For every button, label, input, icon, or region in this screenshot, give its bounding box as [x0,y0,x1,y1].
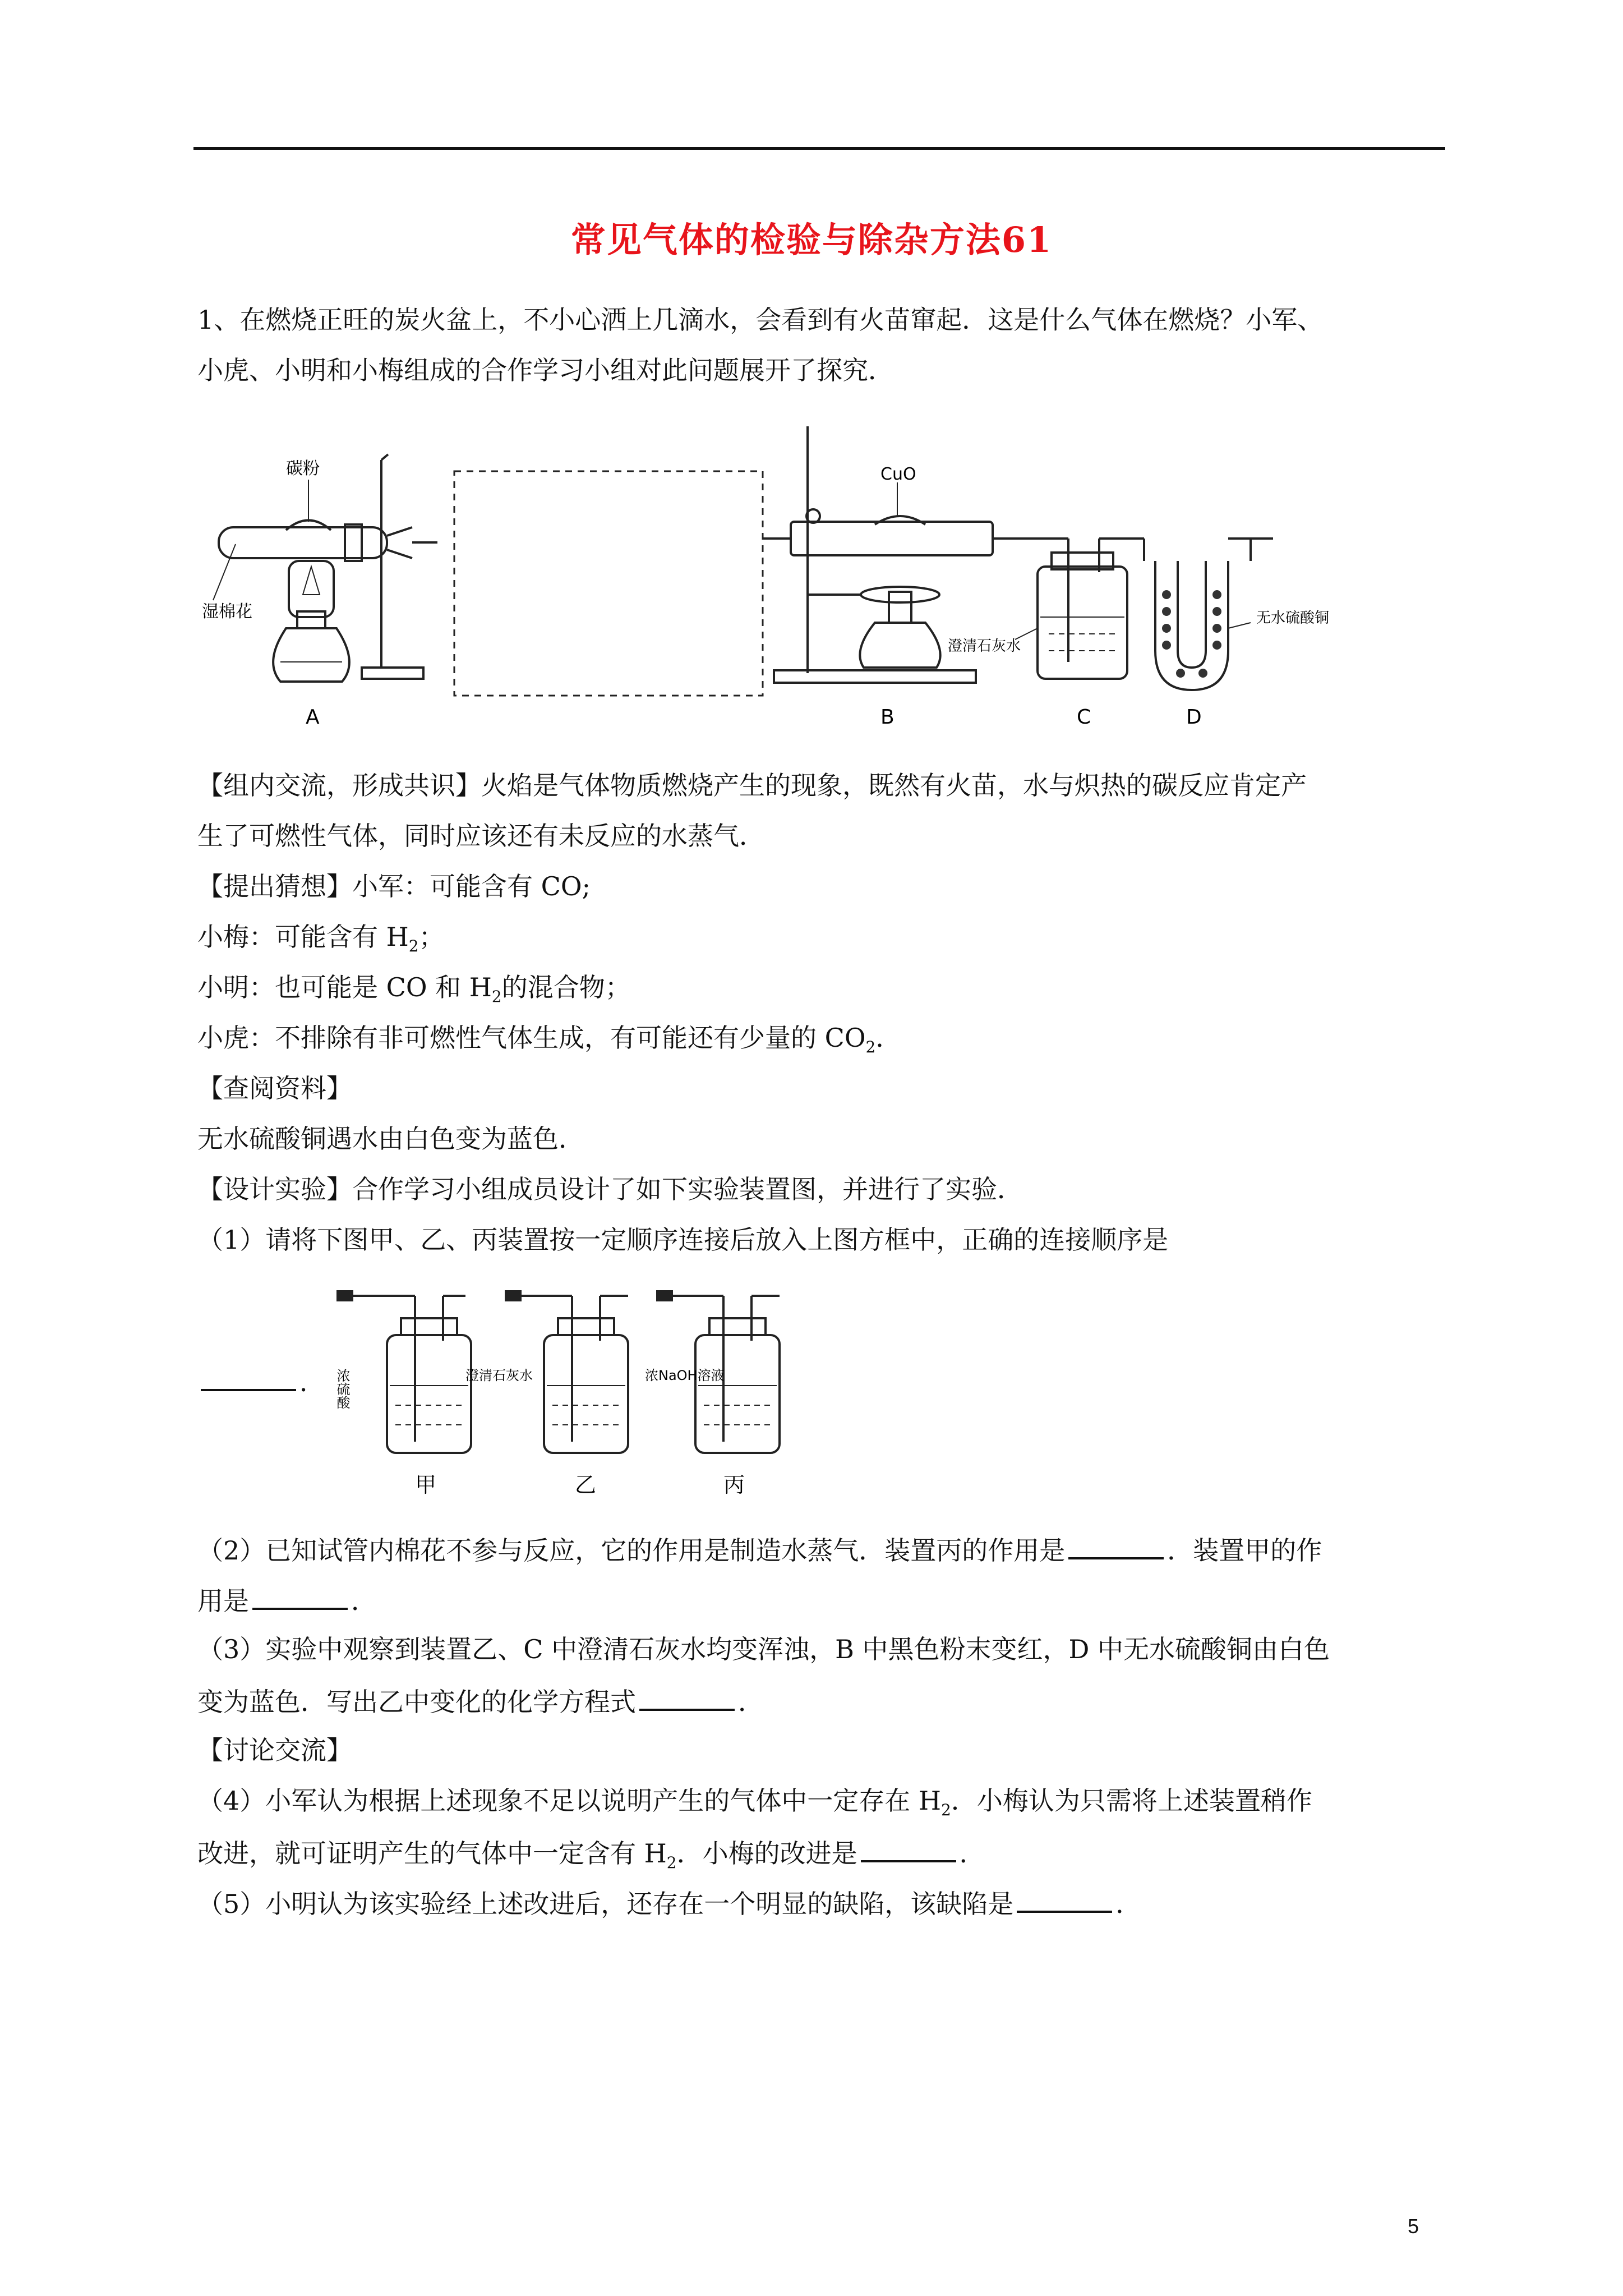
question-1-sub-4-cont: 改进，就可证明产生的气体中一定含有 $H_2$．小梅的改进是 ． [197,1834,985,1880]
consensus-line-2: 生了可燃性气体，同时应该还有未反应的水蒸气． [197,821,765,851]
answer-blank-5[interactable] [1017,1885,1112,1913]
bottle-yi [544,1335,628,1453]
question-1-sub-3-cont: 变为蓝色．写出乙中变化的化学方程式 ． [197,1683,764,1719]
label-yi-reagent: 澄清石灰水 [465,1368,533,1383]
label-yi: 乙 [575,1473,597,1497]
bottle-bing [695,1335,780,1453]
label-b: B [880,706,895,729]
label-carbon: 碳粉 [286,459,320,478]
label-cotton: 湿棉花 [202,602,252,622]
question-1-line-2: 小虎、小明和小梅组成的合作学习小组对此问题展开了探究． [197,355,894,385]
answer-blank-4[interactable] [861,1834,956,1862]
stand-base-a [362,668,423,679]
question-1-line-1: 1、在燃烧正旺的炭火盆上，不小心洒上几滴水，会看到有火苗窜起．这是什么气体在燃烧？小军、 [197,305,1324,335]
page-title: 常见气体的检验与除杂方法61 [570,219,1053,260]
page-number: 5 [1408,2215,1419,2238]
stand-base-b [774,670,976,683]
question-1-sub-5: （5）小明认为该实验经上述改进后，还存在一个明显的缺陷，该缺陷是 ． [197,1885,1141,1921]
answer-blank-1[interactable] [201,1363,296,1391]
label-d: D [1186,706,1202,729]
bottles-figure-2 [325,1273,802,1503]
question-1-sub-1: （1）请将下图甲、乙、丙装置按一定顺序连接后放入上图方框中，正确的连接顺序是 [197,1225,1169,1255]
dashed-box [454,471,763,696]
answer-blank-2b[interactable] [252,1582,348,1610]
answer-line-1[interactable]: ． [197,1363,325,1399]
question-1-sub-2: （2）已知试管内棉花不参与反应，它的作用是制造水蒸气．装置丙的作用是 ．装置甲的作 [197,1531,1322,1567]
question-1-sub-2-cont: 用是 ． [197,1582,377,1618]
question-1-sub-3: （3）实验中观察到装置乙、C 中澄清石灰水均变浑浊，B 中黑色粉末变红，D 中无水硫酸铜由白色 [197,1634,1330,1664]
answer-blank-2a[interactable] [1068,1531,1164,1559]
hypothesis-mei: 小梅：可能含有 $H_2$； [197,922,445,956]
reference-text: 无水硫酸铜遇水由白色变为蓝色． [197,1124,584,1154]
reference-heading: 【查阅资料】 [197,1073,352,1103]
label-bing-reagent: 浓NaOH溶液 [645,1368,725,1383]
question-1-sub-4: （4）小军认为根据上述现象不足以说明产生的气体中一定存在 $H_2$．小梅认为只需将上述装置稍作 [197,1786,1312,1820]
bottle-jia [387,1335,471,1453]
label-jia-reagent: 浓硫酸 [334,1369,350,1409]
combustion-tube-b [791,522,993,555]
answer-blank-3[interactable] [639,1683,735,1711]
apparatus-figure-1 [202,426,1330,740]
hypothesis-heading: 【提出猜想】小军：可能含有 CO; [197,871,591,901]
consensus-line-1: 【组内交流，形成共识】火焰是气体物质燃烧产生的现象，既然有火苗，水与炽热的碳反应肯定产 [197,770,1307,800]
label-a: A [306,706,320,729]
label-c: C [1077,706,1091,729]
discussion-heading: 【讨论交流】 [197,1735,352,1765]
header-rule [193,147,1445,150]
label-bing: 丙 [723,1473,745,1497]
label-jia: 甲 [415,1473,437,1497]
hypothesis-hu: 小虎：不排除有非可燃性气体生成，有可能还有少量的 $CO_2$． [197,1023,902,1057]
label-cuso4: 无水硫酸铜 [1256,610,1330,627]
label-lime-water: 澄清石灰水 [948,638,1021,655]
design-heading: 【设计实验】合作学习小组成员设计了如下实验装置图，并进行了实验． [197,1174,1023,1204]
gas-bottle-c [1038,567,1127,679]
label-cuo: CuO [880,464,916,484]
hypothesis-ming: 小明：也可能是 CO 和 $H_2$的混合物； [197,972,631,1006]
